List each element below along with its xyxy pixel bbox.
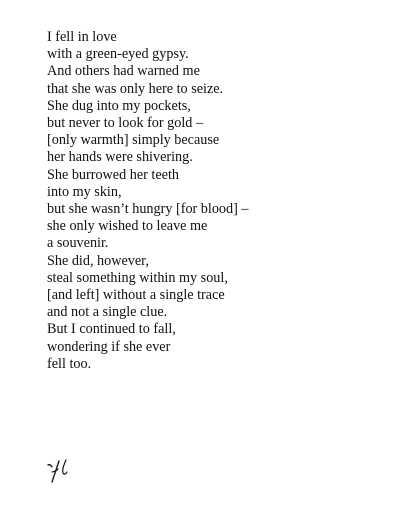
poem-line: steal something within my soul, xyxy=(47,269,228,286)
poem-line: she only wished to leave me xyxy=(47,218,208,235)
poem-line: but she wasn’t hungry [for blood] – xyxy=(47,201,249,218)
signature-initials xyxy=(44,458,74,484)
poem-line: wondering if she ever xyxy=(47,338,171,355)
poem-line: She burrowed her teeth xyxy=(47,166,179,183)
poem-body xyxy=(47,29,249,373)
poem-line: and not a single clue. xyxy=(47,304,168,321)
poem-line: But I continued to fall, xyxy=(47,321,176,338)
poem-line: [only warmth] simply because xyxy=(47,132,220,149)
poem-line: into my skin, xyxy=(47,183,122,200)
poem-line: that she was only here to seize. xyxy=(47,80,224,97)
poem-line: but never to look for gold – xyxy=(47,115,204,132)
poem-line: She dug into my pockets, xyxy=(47,97,191,114)
poem-line: I fell in love xyxy=(47,29,117,45)
poem-line: with a green-eyed gypsy. xyxy=(47,46,189,63)
poem-line: her hands were shivering. xyxy=(47,149,193,166)
poem-line: [and left] without a single trace xyxy=(47,287,225,304)
signature-mark xyxy=(44,458,74,484)
poem-line: a souvenir. xyxy=(47,235,109,252)
poem-line: She did, however, xyxy=(47,252,149,269)
poem-line: And others had warned me xyxy=(47,63,200,80)
poem-line: fell too. xyxy=(47,355,92,372)
